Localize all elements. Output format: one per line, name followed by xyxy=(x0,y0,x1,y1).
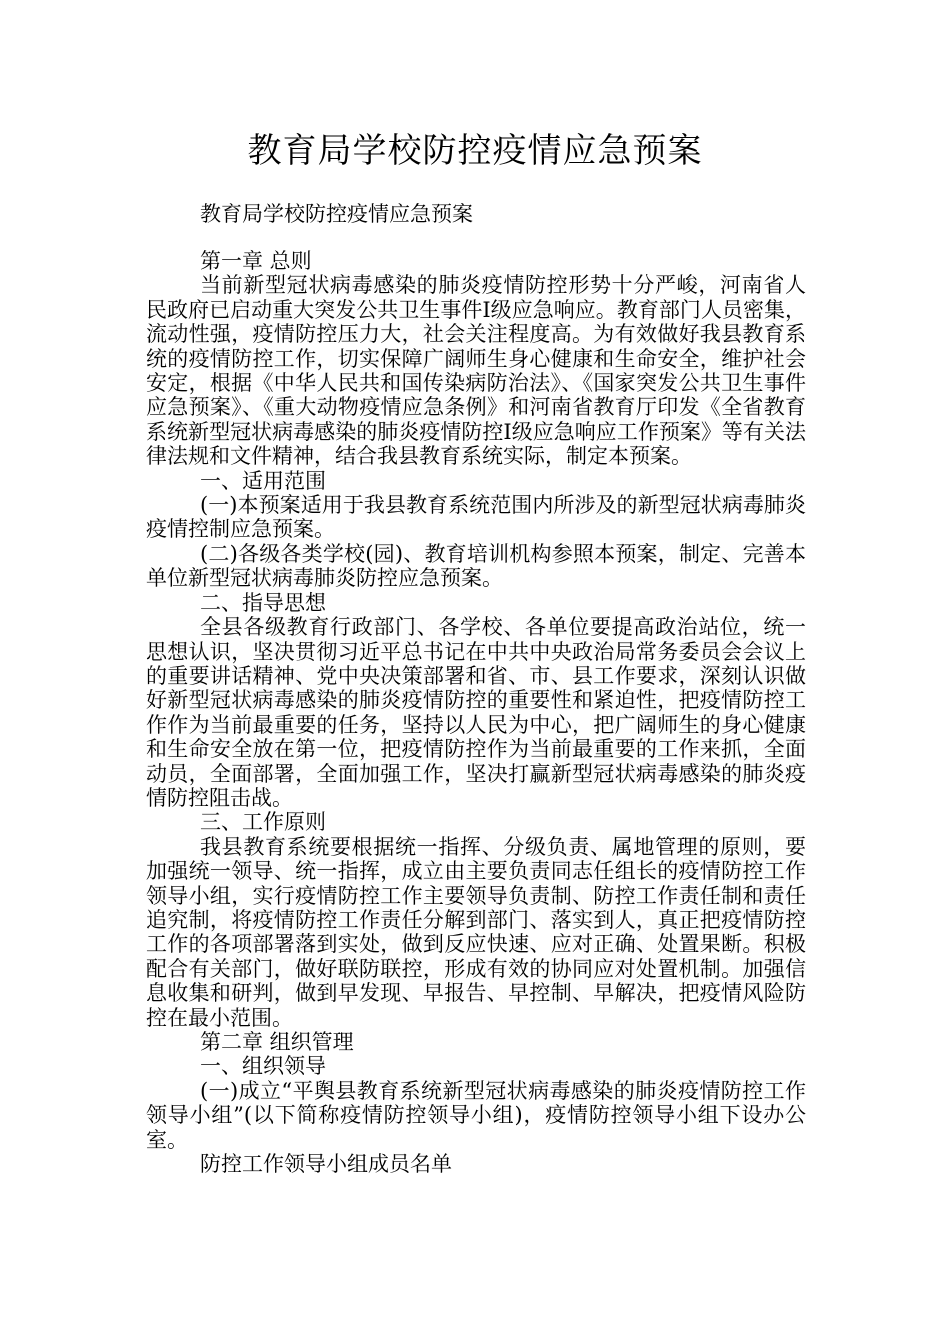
paragraph-member-list: 防控工作领导小组成员名单 xyxy=(200,1152,452,1177)
section-heading-guiding-ideology: 二、指导思想 xyxy=(200,590,326,615)
document-subtitle: 教育局学校防控疫情应急预案 xyxy=(200,202,473,226)
document-title: 教育局学校防控疫情应急预案 xyxy=(247,131,703,171)
paragraph-scope-1: (一)本预案适用于我县教育系统范围内所涉及的新型冠状病毒肺炎疫情控制应急预案。 xyxy=(146,493,806,542)
paragraph-principles: 我县教育系统要根据统一指挥、分级负责、属地管理的原则，要加强统一领导、统一指挥，成立由主要负责同志任组长的疫情防控工作领导小组，实行疫情防控工作主要领导负责制、防控工作责任制和责任追究制，将疫情防控工作责任分解到部门、落实到人，真正把疫情防控工作的各项部署落到实处，做到反应快速、应对正确、处置果断。积极配合有关部门，做好联防联控，形成有效的协同应对处置机制。加强信息收集和研判，做到早发现、早报告、早控制、早解决，把疫情风险防控在最小范围。 xyxy=(146,834,806,1030)
chapter-heading-2: 第二章 组织管理 xyxy=(200,1030,354,1054)
section-heading-leadership: 一、组织领导 xyxy=(200,1054,326,1079)
paragraph-general: 当前新型冠状病毒感染的肺炎疫情防控形势十分严峻，河南省人民政府已启动重大突发公共卫生事件Ⅰ级应急响应。教育部门人员密集，流动性强，疫情防控压力大，社会关注程度高。为有效做好我县教育系统的疫情防控工作，切实保障广阔师生身心健康和生命安全，维护社会安定，根据《中华人民共和国传染病防治法》、《国家突发公共卫生事件应急预案》、《重大动物疫情应急条例》和河南省教育厅印发《全省教育系统新型冠状病毒感染的肺炎疫情防控Ⅰ级应急响应工作预案》等有关法律法规和文件精神，结合我县教育系统实际，制定本预案。 xyxy=(146,273,806,469)
paragraph-guiding-ideology: 全县各级教育行政部门、各学校、各单位要提高政治站位，统一思想认识，坚决贯彻习近平总书记在中共中央政治局常务委员会会议上的重要讲话精神、党中央决策部署和省、市、县工作要求，深刻认识做好新型冠状病毒感染的肺炎疫情防控的重要性和紧迫性，把疫情防控工作作为当前最重要的任务，坚持以人民为中心，把广阔师生的身心健康和生命安全放在第一位，把疫情防控作为当前最重要的工作来抓，全面动员，全面部署，全面加强工作，坚决打赢新型冠状病毒感染的肺炎疫情防控阻击战。 xyxy=(146,615,806,810)
chapter-heading-1: 第一章 总则 xyxy=(200,249,312,273)
section-heading-scope: 一、适用范围 xyxy=(200,468,326,493)
paragraph-leadership-1: (一)成立“平舆县教育系统新型冠状病毒感染的肺炎疫情防控工作领导小组”(以下简称疫情防控领导小组)，疫情防控领导小组下设办公室。 xyxy=(146,1078,806,1152)
paragraph-scope-2: (二)各级各类学校(园)、教育培训机构参照本预案，制定、完善本单位新型冠状病毒肺炎防控应急预案。 xyxy=(146,541,806,591)
section-heading-principles: 三、工作原则 xyxy=(200,810,326,835)
document-body xyxy=(146,249,806,1176)
